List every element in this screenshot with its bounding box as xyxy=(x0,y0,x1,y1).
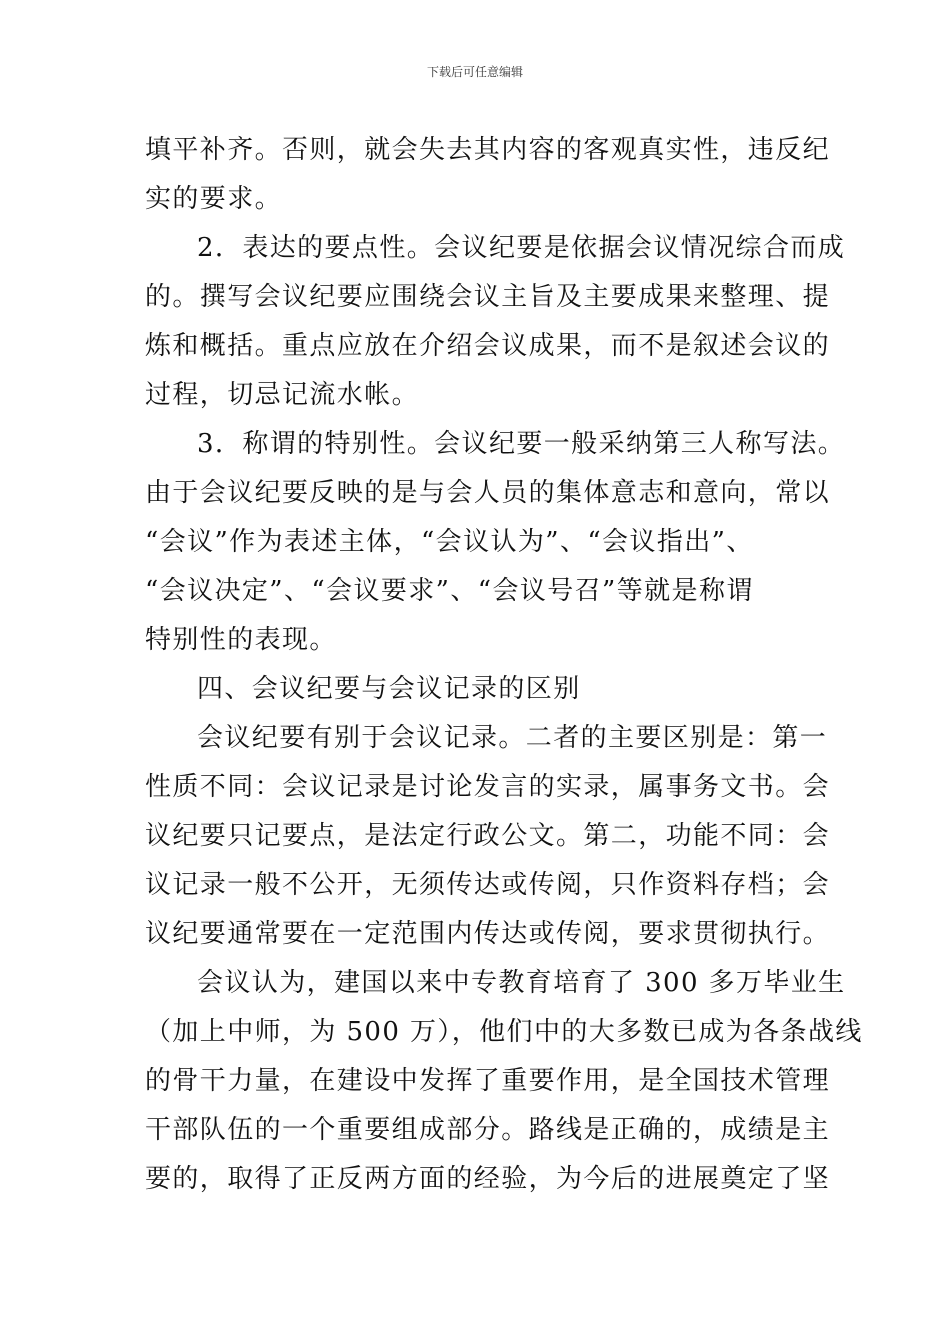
text-line: 干部队伍的一个重要组成部分。路线是正确的，成绩是主 xyxy=(145,1115,831,1145)
text-line: “会议决定”、“会议要求”、“会议号召”等就是称谓 xyxy=(145,576,754,606)
text-line: 性质不同：会议记录是讨论发言的实录，属事务文书。会 xyxy=(145,772,831,802)
document-body xyxy=(145,126,863,1204)
text-line: 3．称谓的特别性。会议纪要一般采纳第三人称写法。 xyxy=(197,429,846,459)
text-line: 填平补齐。否则，就会失去其内容的客观真实性，违反纪 xyxy=(145,135,831,165)
text-line: “会议”作为表述主体，“会议认为”、“会议指出”、 xyxy=(145,527,754,557)
text-line: 议纪要通常要在一定范围内传达或传阅，要求贯彻执行。 xyxy=(145,919,831,949)
text-line: 特别性的表现。 xyxy=(145,625,337,655)
text-line: 的。撰写会议纪要应围绕会议主旨及主要成果来整理、提 xyxy=(145,282,831,312)
text-line: 实的要求。 xyxy=(145,184,283,214)
text-line: 会议认为，建国以来中专教育培育了 300 多万毕业生 xyxy=(197,968,846,998)
text-line: 由于会议纪要反映的是与会人员的集体意志和意向，常以 xyxy=(145,478,831,508)
section-heading: 四、会议纪要与会议记录的区别 xyxy=(197,674,581,704)
text-line: 要的，取得了正反两方面的经验，为今后的进展奠定了坚 xyxy=(145,1164,831,1194)
page-header: 下载后可任意编辑 xyxy=(426,65,523,79)
text-line: 议纪要只记要点，是法定行政公文。第二，功能不同：会 xyxy=(145,821,831,851)
text-line: 过程，切忌记流水帐。 xyxy=(145,380,420,410)
text-line: 炼和概括。重点应放在介绍会议成果，而不是叙述会议的 xyxy=(145,331,831,361)
text-line: 议记录一般不公开，无须传达或传阅，只作资料存档；会 xyxy=(145,870,831,900)
text-line: 的骨干力量，在建设中发挥了重要作用，是全国技术管理 xyxy=(145,1066,831,1096)
text-line: 2．表达的要点性。会议纪要是依据会议情况综合而成 xyxy=(197,233,846,263)
text-line: （加上中师，为 500 万），他们中的大多数已成为各条战线 xyxy=(145,1017,863,1047)
text-line: 会议纪要有别于会议记录。二者的主要区别是：第一 xyxy=(197,723,828,753)
